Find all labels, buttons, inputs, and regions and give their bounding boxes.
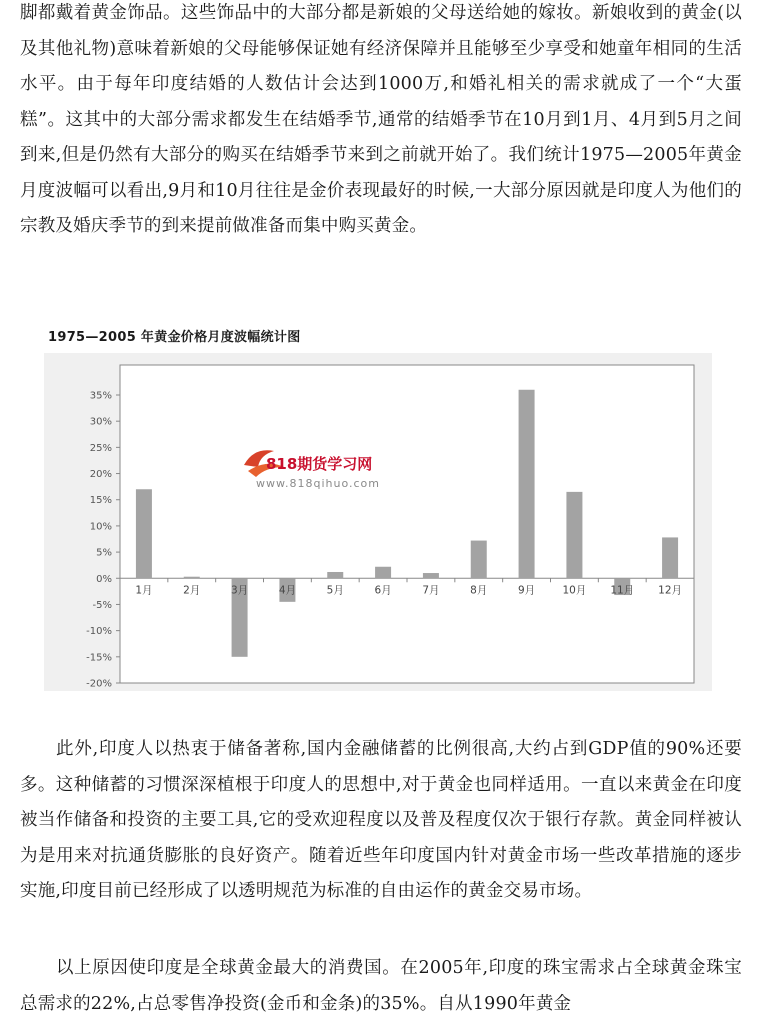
y-tick-label: -15% <box>86 652 112 664</box>
x-category-label: 2月 <box>183 584 201 597</box>
y-tick-label: 35% <box>89 390 112 402</box>
y-tick-label: -5% <box>92 599 112 611</box>
bar-8 <box>471 541 487 579</box>
y-tick-label: 30% <box>89 416 112 428</box>
bar-12 <box>662 537 678 578</box>
chart-caption: 1975—2005 年黄金价格月度波幅统计图 <box>48 330 301 345</box>
x-category-label: 12月 <box>658 584 683 597</box>
y-tick-label: 25% <box>89 442 112 454</box>
bar-10 <box>566 492 582 578</box>
body-paragraph-3: 以上原因使印度是全球黄金最大的消费国。在2005年,印度的珠宝需求占全球黄金珠宝总需求的22%,占总零售净投资(金币和金条)的35%。自从1990年黄金 <box>20 958 742 1014</box>
y-tick-label: -10% <box>86 626 112 638</box>
y-tick-label: 5% <box>96 547 112 559</box>
y-tick-label: -20% <box>86 678 112 690</box>
y-tick-label: 10% <box>89 521 112 533</box>
watermark-url: www.818qihuo.com <box>256 477 380 490</box>
bar-2 <box>184 577 200 579</box>
x-category-label: 5月 <box>326 584 344 597</box>
x-category-label: 9月 <box>517 584 536 597</box>
plot-area <box>120 365 694 683</box>
bar-1 <box>136 489 152 578</box>
y-tick-label: 20% <box>89 469 112 481</box>
x-category-label: 10月 <box>562 584 587 597</box>
x-category-label: 1月 <box>135 584 153 597</box>
chart-area <box>44 353 712 691</box>
x-category-label: 3月 <box>230 584 249 597</box>
x-category-label: 6月 <box>374 584 392 597</box>
x-category-label: 4月 <box>278 584 297 597</box>
x-category-label: 11月 <box>610 584 635 597</box>
x-category-label: 8月 <box>470 584 488 597</box>
y-tick-label: 15% <box>89 495 112 507</box>
watermark-brand: 818期货学习网 <box>266 455 373 473</box>
monthly-volatility-bar-chart <box>44 353 712 691</box>
x-category-label: 7月 <box>422 584 440 597</box>
bar-9 <box>519 390 535 579</box>
body-paragraph-2: 此外,印度人以热衷于储备著称,国内金融储蓄的比例很高,大约占到GDP值的90%还要多。这种储蓄的习惯深深植根于印度人的思想中,对于黄金也同样适用。一直以来黄金在印度被当作储备和投资的主要工具,它的受欢迎程度以及普及程度仅次于银行存款。黄金同样被认为是用来对抗通货膨胀的良好资产。随着近些年印度国内针对黄金市场一些改革措施的逐步实施,印度目前已经形成了以透明规范为标准的自由运作的黄金交易市场。 <box>20 739 742 901</box>
bar-5 <box>327 572 343 578</box>
bar-7 <box>423 573 439 578</box>
body-paragraph-1: 脚都戴着黄金饰品。这些饰品中的大部分都是新娘的父母送给她的嫁妆。新娘收到的黄金(以及其他礼物)意味着新娘的父母能够保证她有经济保障并且能够至少享受和她童年相同的生活水平。由于每年印度结婚的人数估计会达到1000万,和婚礼相关的需求就成了一个“大蛋糕”。这其中的大部分需求都发生在结婚季节,通常的结婚季节在10月到1月、4月到5月之间到来,但是仍然有大部分的购买在结婚季节来到之前就开始了。我们统计1975—2005年黄金月度波幅可以看出,9月和10月往往是金价表现最好的时候,一大部分原因就是印度人为他们的宗教及婚庆季节的到来提前做准备而集中购买黄金。 <box>20 3 742 236</box>
bar-6 <box>375 567 391 579</box>
y-tick-label: 0% <box>96 573 112 585</box>
